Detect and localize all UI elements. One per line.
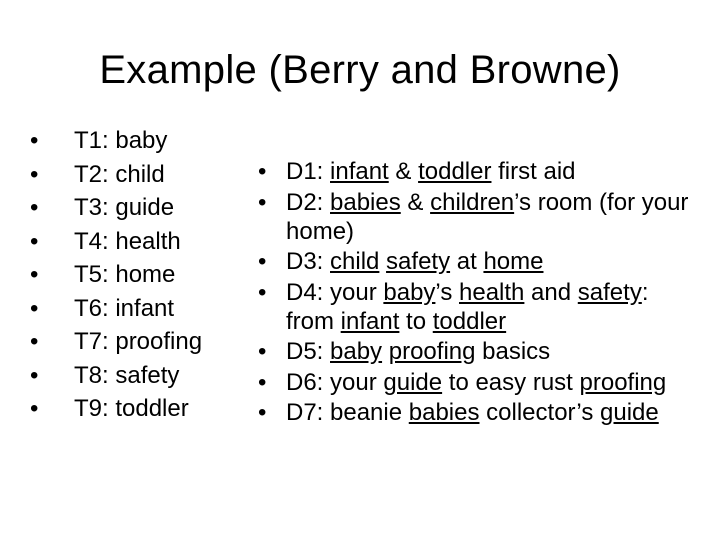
bullet-icon: •: [30, 194, 39, 221]
document-text-fragment: : from: [286, 278, 649, 335]
term-match: children: [430, 188, 515, 216]
term-item: [30, 325, 202, 359]
term-match: babies: [408, 399, 480, 426]
document-item: [258, 398, 698, 427]
bullet-icon: •: [30, 328, 39, 355]
document-text-fragment: basics: [475, 338, 551, 365]
bullet-icon: •: [258, 399, 267, 426]
term-match: guide: [383, 368, 443, 396]
document-text-fragment: collector’s: [479, 399, 600, 426]
document-item: [258, 247, 698, 276]
term-item: [30, 258, 202, 292]
term-match: proofing: [388, 338, 476, 365]
document-item: [258, 278, 698, 336]
term-match: toddler: [432, 307, 507, 335]
document-text-fragment: and: [524, 278, 578, 306]
document-text-fragment: D1:: [286, 158, 331, 185]
document-text-fragment: D5:: [286, 338, 331, 365]
document-text-fragment: to easy rust: [442, 368, 580, 396]
term-item: [30, 225, 202, 259]
document-text-fragment: D4: your: [286, 278, 384, 306]
bullet-icon: •: [258, 278, 267, 306]
bullet-icon: •: [258, 158, 267, 185]
term-text: T3: guide: [74, 194, 175, 221]
term-text: T6: infant: [74, 294, 175, 322]
bullet-icon: •: [258, 368, 267, 396]
bullet-icon: •: [30, 227, 39, 255]
slide-title: Example (Berry and Browne): [99, 48, 621, 92]
document-text-fragment: D2:: [286, 188, 331, 216]
bullet-icon: •: [30, 361, 39, 389]
document-text-fragment: [382, 338, 389, 365]
term-item: [30, 359, 202, 393]
term-match: health: [459, 278, 525, 306]
document-text: [286, 189, 688, 245]
term-text: T1: baby: [74, 127, 168, 154]
term-item: [30, 292, 202, 326]
document-text-fragment: D6: your: [286, 368, 384, 396]
bullet-icon: •: [30, 395, 39, 422]
term-text: T4: health: [74, 227, 181, 255]
document-text: [286, 369, 666, 396]
document-item: [258, 368, 698, 397]
document-text: [286, 338, 550, 365]
document-text-fragment: D3:: [286, 248, 331, 275]
document-text-fragment: at: [450, 248, 484, 275]
bullet-icon: •: [258, 248, 267, 275]
term-match: baby: [383, 278, 436, 306]
term-match: home: [483, 248, 544, 275]
term-match: proofing: [579, 368, 667, 396]
term-item: [30, 124, 202, 158]
term-match: baby: [330, 338, 383, 365]
document-text-fragment: ’s: [435, 278, 459, 306]
bullet-icon: •: [30, 127, 39, 154]
document-item: [258, 337, 698, 366]
term-text: T5: home: [74, 261, 176, 288]
document-item: [258, 188, 698, 246]
term-match: infant: [330, 158, 389, 185]
document-text-fragment: first aid: [491, 158, 576, 185]
term-item: [30, 392, 202, 426]
document-text: [286, 158, 576, 185]
document-text-fragment: &: [400, 188, 431, 216]
bullet-icon: •: [30, 160, 39, 188]
term-text: T7: proofing: [74, 328, 203, 355]
bullet-icon: •: [30, 294, 39, 322]
term-match: safety: [577, 278, 642, 306]
document-text: [286, 248, 543, 275]
document-text-fragment: &: [388, 158, 419, 185]
term-match: safety: [386, 248, 451, 275]
term-match: infant: [340, 307, 400, 335]
term-text: T2: child: [74, 160, 165, 188]
term-match: child: [330, 248, 380, 275]
term-text: T8: safety: [74, 361, 180, 389]
bullet-icon: •: [258, 338, 267, 365]
document-item: [258, 157, 698, 186]
document-text-fragment: to: [399, 307, 433, 335]
term-item: [30, 158, 202, 192]
term-list: [30, 124, 202, 426]
document-text: [286, 279, 648, 335]
bullet-icon: •: [30, 261, 39, 288]
term-text: T9: toddler: [74, 395, 189, 422]
document-text-fragment: ’s room (for your home): [286, 188, 689, 245]
document-list: [258, 157, 698, 429]
term-match: guide: [600, 399, 659, 426]
term-match: toddler: [418, 158, 492, 185]
term-match: babies: [330, 188, 401, 216]
document-text: [286, 399, 659, 426]
bullet-icon: •: [258, 188, 267, 216]
term-item: [30, 191, 202, 225]
document-text-fragment: D7: beanie: [286, 399, 409, 426]
